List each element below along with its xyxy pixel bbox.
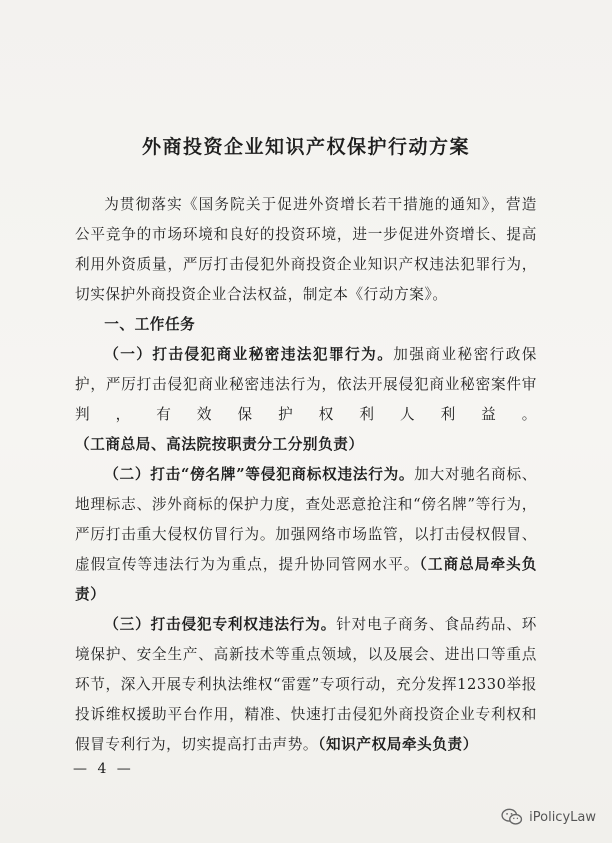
task-item-lead: （三）打击侵犯专利权违法行为。 bbox=[104, 616, 337, 633]
task-item-text: 加大对驰名商标、地理标志、涉外商标的保护力度，查处恶意抢注和“傍名牌”等行为，严厉打击重大侵权仿冒行为。加强网络市场监管，以打击侵权假冒、虚假宣传等违法行为为重点，提升协同管网水平。 bbox=[75, 466, 537, 573]
document-body bbox=[75, 190, 537, 760]
task-item-lead: （二）打击“傍名牌”等侵犯商标权违法行为。 bbox=[104, 466, 415, 483]
watermark bbox=[501, 808, 596, 826]
task-item-text: 针对电子商务、食品药品、环境保护、安全生产、高新技术等重点领域，以及展会、进出口等重点环节，深入开展专利执法维权“雷霆”专项行动，充分发挥12330举报投诉维权援助平台作用，精准、快速打击侵犯外商投资企业专利权和假冒专利行为，切实提高打击声势。 bbox=[75, 616, 537, 753]
page-number: — 4 — bbox=[73, 761, 134, 777]
document-title: 外商投资企业知识产权保护行动方案 bbox=[141, 136, 470, 158]
section-heading: 一、工作任务 bbox=[104, 316, 196, 333]
watermark-label: iPolicyLaw bbox=[529, 809, 596, 825]
task-item-lead: （一）打击侵犯商业秘密违法犯罪行为。 bbox=[104, 346, 394, 363]
task-item-text: 加强商业秘密行政保护，严厉打击侵犯商业秘密违法行为，依法开展侵犯商业秘密案件审判，有效保护权利人利益。 bbox=[75, 346, 537, 423]
wechat-icon bbox=[501, 808, 523, 826]
task-item bbox=[75, 340, 537, 460]
task-item bbox=[75, 460, 537, 610]
task-item bbox=[75, 610, 537, 760]
task-item-responsibility: （工商总局牵头负责） bbox=[75, 556, 537, 603]
task-item-responsibility: （知识产权局牵头负责） bbox=[318, 736, 478, 753]
intro-paragraph: 为贯彻落实《国务院关于促进外资增长若干措施的通知》，营造公平竞争的市场环境和良好的投资环境，进一步促进外资增长、提高利用外资质量，严厉打击侵犯外商投资企业知识产权违法犯罪行为，切实保护外商投资企业合法权益，制定本《行动方案》。 bbox=[75, 196, 537, 303]
task-item-responsibility: （工商总局、高法院按职责分工分别负责） bbox=[75, 436, 364, 453]
